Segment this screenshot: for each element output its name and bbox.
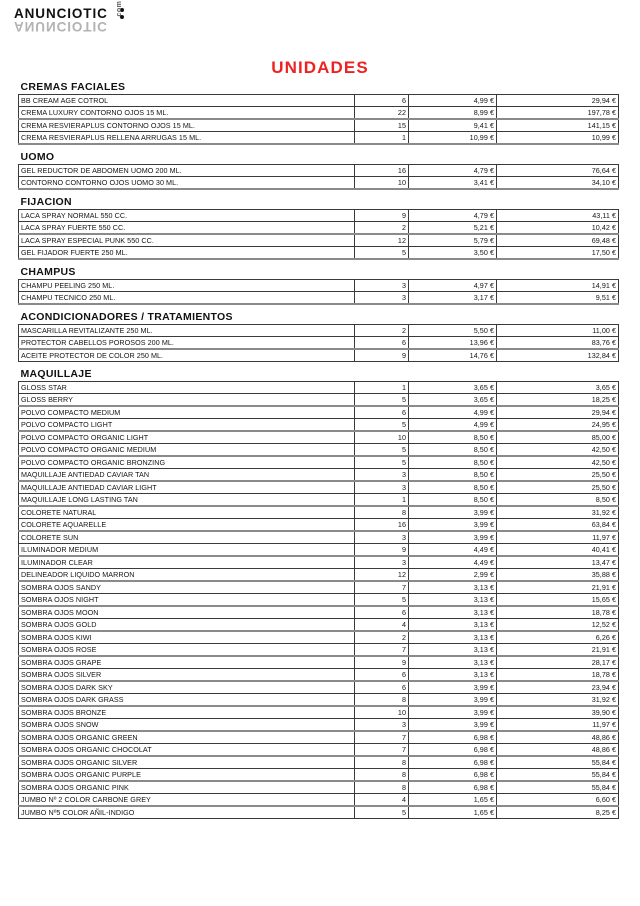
unit-price-cell: 6,98 € bbox=[409, 756, 497, 769]
product-name-cell: MAQUILLAJE ANTIEDAD CAVIAR LIGHT bbox=[19, 481, 355, 494]
product-name-cell: SOMBRA OJOS ORGANIC PINK bbox=[19, 781, 355, 794]
product-name-cell: CREMA RESVIERAPLUS CONTORNO OJOS 15 ML. bbox=[19, 119, 355, 132]
line-total-cell: 14,91 € bbox=[497, 280, 619, 292]
product-name-cell: DELINEADOR LIQUIDO MARRON bbox=[19, 569, 355, 582]
unit-price-cell: 3,99 € bbox=[409, 531, 497, 544]
units-cell: 10 bbox=[355, 431, 409, 444]
table-row bbox=[19, 519, 619, 532]
unit-price-cell: 4,99 € bbox=[409, 406, 497, 419]
line-total-cell: 63,84 € bbox=[497, 519, 619, 532]
product-name-cell: CHAMPU TECNICO 250 ML. bbox=[19, 292, 355, 305]
table-row bbox=[19, 531, 619, 544]
units-cell: 12 bbox=[355, 569, 409, 582]
table-row bbox=[19, 177, 619, 190]
unit-price-cell: 4,49 € bbox=[409, 556, 497, 569]
units-cell: 6 bbox=[355, 606, 409, 619]
table-row bbox=[19, 119, 619, 132]
unit-price-cell: 3,50 € bbox=[409, 247, 497, 260]
line-total-cell: 141,15 € bbox=[497, 119, 619, 132]
product-name-cell: SOMBRA OJOS GRAPE bbox=[19, 656, 355, 669]
product-name-cell: CREMA LUXURY CONTORNO OJOS 15 ML. bbox=[19, 107, 355, 120]
product-name-cell: SOMBRA OJOS GOLD bbox=[19, 619, 355, 632]
product-name-cell: SOMBRA OJOS ORGANIC CHOCOLAT bbox=[19, 744, 355, 757]
table-row bbox=[19, 731, 619, 744]
brand-logo-reflection: ANUNCIOTIC bbox=[14, 19, 108, 34]
unit-price-cell: 6,98 € bbox=[409, 781, 497, 794]
units-cell: 3 bbox=[355, 292, 409, 305]
table-row bbox=[19, 165, 619, 177]
line-total-cell: 12,52 € bbox=[497, 619, 619, 632]
product-name-cell: MAQUILLAJE ANTIEDAD CAVIAR TAN bbox=[19, 469, 355, 482]
table-row bbox=[19, 419, 619, 432]
line-total-cell: 11,00 € bbox=[497, 325, 619, 337]
line-total-cell: 11,97 € bbox=[497, 719, 619, 732]
section-heading: FIJACION bbox=[20, 196, 72, 208]
table-row bbox=[19, 594, 619, 607]
unit-price-cell: 3,13 € bbox=[409, 644, 497, 657]
product-name-cell: SOMBRA OJOS KIWI bbox=[19, 631, 355, 644]
unit-price-cell: 3,99 € bbox=[409, 519, 497, 532]
line-total-cell: 48,86 € bbox=[497, 731, 619, 744]
units-cell: 2 bbox=[355, 631, 409, 644]
units-cell: 8 bbox=[355, 506, 409, 519]
units-cell: 9 bbox=[355, 544, 409, 557]
line-total-cell: 55,84 € bbox=[497, 756, 619, 769]
product-name-cell: POLVO COMPACTO LIGHT bbox=[19, 419, 355, 432]
units-cell: 8 bbox=[355, 694, 409, 707]
line-total-cell: 34,10 € bbox=[497, 177, 619, 190]
line-total-cell: 21,91 € bbox=[497, 644, 619, 657]
units-cell: 9 bbox=[355, 349, 409, 362]
unit-price-cell: 4,79 € bbox=[409, 210, 497, 222]
product-name-cell: CONTORNO CONTORNO OJOS UOMO 30 ML. bbox=[19, 177, 355, 190]
table-row bbox=[19, 280, 619, 292]
line-total-cell: 8,25 € bbox=[497, 806, 619, 819]
table-row bbox=[19, 406, 619, 419]
table-row bbox=[19, 382, 619, 394]
line-total-cell: 23,94 € bbox=[497, 681, 619, 694]
table-row bbox=[19, 444, 619, 457]
units-cell: 5 bbox=[355, 806, 409, 819]
table-row bbox=[19, 619, 619, 632]
table-row bbox=[19, 669, 619, 682]
product-name-cell: MASCARILLA REVITALIZANTE 250 ML. bbox=[19, 325, 355, 337]
section-heading: CREMAS FACIALES bbox=[20, 81, 126, 93]
table-row bbox=[19, 631, 619, 644]
line-total-cell: 8,50 € bbox=[497, 494, 619, 507]
unit-price-cell: 2,99 € bbox=[409, 569, 497, 582]
units-cell: 7 bbox=[355, 744, 409, 757]
product-name-cell: POLVO COMPACTO ORGANIC MEDIUM bbox=[19, 444, 355, 457]
units-cell: 16 bbox=[355, 165, 409, 177]
table-row bbox=[19, 325, 619, 337]
product-name-cell: JUMBO Nº5 COLOR AÑIL-INDIGO bbox=[19, 806, 355, 819]
table-row bbox=[19, 394, 619, 407]
unit-price-cell: 9,41 € bbox=[409, 119, 497, 132]
line-total-cell: 18,25 € bbox=[497, 394, 619, 407]
line-total-cell: 132,84 € bbox=[497, 349, 619, 362]
unit-price-cell: 8,50 € bbox=[409, 481, 497, 494]
units-cell: 1 bbox=[355, 494, 409, 507]
units-cell: 15 bbox=[355, 119, 409, 132]
line-total-cell: 11,97 € bbox=[497, 531, 619, 544]
unit-price-cell: 3,13 € bbox=[409, 606, 497, 619]
units-cell: 5 bbox=[355, 247, 409, 260]
table-row bbox=[19, 794, 619, 807]
line-total-cell: 25,50 € bbox=[497, 469, 619, 482]
units-cell: 9 bbox=[355, 210, 409, 222]
table-row bbox=[19, 132, 619, 145]
line-total-cell: 35,88 € bbox=[497, 569, 619, 582]
units-cell: 6 bbox=[355, 681, 409, 694]
unit-price-cell: 3,17 € bbox=[409, 292, 497, 305]
product-name-cell: POLVO COMPACTO ORGANIC LIGHT bbox=[19, 431, 355, 444]
product-name-cell: SOMBRA OJOS NIGHT bbox=[19, 594, 355, 607]
units-cell: 3 bbox=[355, 481, 409, 494]
units-cell: 22 bbox=[355, 107, 409, 120]
line-total-cell: 43,11 € bbox=[497, 210, 619, 222]
product-name-cell: LACA SPRAY ESPECIAL PUNK 550 CC. bbox=[19, 234, 355, 247]
line-total-cell: 3,65 € bbox=[497, 382, 619, 394]
line-total-cell: 83,76 € bbox=[497, 337, 619, 350]
units-cell: 8 bbox=[355, 781, 409, 794]
unit-price-cell: 3,13 € bbox=[409, 619, 497, 632]
unit-price-cell: 8,50 € bbox=[409, 469, 497, 482]
section-heading-row bbox=[19, 263, 619, 280]
unit-price-cell: 6,98 € bbox=[409, 731, 497, 744]
units-cell: 4 bbox=[355, 794, 409, 807]
table-row bbox=[19, 569, 619, 582]
units-cell: 3 bbox=[355, 719, 409, 732]
units-cell: 2 bbox=[355, 325, 409, 337]
product-name-cell: ILUMINADOR MEDIUM bbox=[19, 544, 355, 557]
line-total-cell: 29,94 € bbox=[497, 95, 619, 107]
unit-price-cell: 4,99 € bbox=[409, 95, 497, 107]
unit-price-cell: 3,99 € bbox=[409, 506, 497, 519]
line-total-cell: 76,64 € bbox=[497, 165, 619, 177]
page-title: UNIDADES bbox=[271, 58, 369, 77]
unit-price-cell: 14,76 € bbox=[409, 349, 497, 362]
units-cell: 6 bbox=[355, 669, 409, 682]
table-row bbox=[19, 481, 619, 494]
line-total-cell: 55,84 € bbox=[497, 769, 619, 782]
line-total-cell: 18,78 € bbox=[497, 669, 619, 682]
unit-price-cell: 1,65 € bbox=[409, 806, 497, 819]
product-name-cell: ACEITE PROTECTOR DE COLOR 250 ML. bbox=[19, 349, 355, 362]
table-row bbox=[19, 581, 619, 594]
table-row bbox=[19, 544, 619, 557]
units-cell: 6 bbox=[355, 406, 409, 419]
line-total-cell: 17,50 € bbox=[497, 247, 619, 260]
line-total-cell: 39,90 € bbox=[497, 706, 619, 719]
unit-price-cell: 3,13 € bbox=[409, 631, 497, 644]
line-total-cell: 31,92 € bbox=[497, 694, 619, 707]
product-name-cell: COLORETE NATURAL bbox=[19, 506, 355, 519]
units-cell: 10 bbox=[355, 706, 409, 719]
table-row bbox=[19, 656, 619, 669]
units-cell: 12 bbox=[355, 234, 409, 247]
unit-price-cell: 3,99 € bbox=[409, 694, 497, 707]
line-total-cell: 197,78 € bbox=[497, 107, 619, 120]
price-table bbox=[18, 78, 619, 819]
line-total-cell: 25,50 € bbox=[497, 481, 619, 494]
unit-price-cell: 4,99 € bbox=[409, 419, 497, 432]
unit-price-cell: 4,97 € bbox=[409, 280, 497, 292]
product-name-cell: POLVO COMPACTO MEDIUM bbox=[19, 406, 355, 419]
units-cell: 9 bbox=[355, 656, 409, 669]
product-name-cell: SOMBRA OJOS MOON bbox=[19, 606, 355, 619]
section-heading: CHAMPUS bbox=[20, 266, 76, 278]
table-row bbox=[19, 681, 619, 694]
table-row bbox=[19, 222, 619, 235]
table-row bbox=[19, 234, 619, 247]
table-row bbox=[19, 107, 619, 120]
unit-price-cell: 3,13 € bbox=[409, 581, 497, 594]
line-total-cell: 55,84 € bbox=[497, 781, 619, 794]
unit-price-cell: 3,99 € bbox=[409, 681, 497, 694]
product-name-cell: PROTECTOR CABELLOS POROSOS 200 ML. bbox=[19, 337, 355, 350]
unit-price-cell: 5,79 € bbox=[409, 234, 497, 247]
table-row bbox=[19, 292, 619, 305]
table-row bbox=[19, 95, 619, 107]
line-total-cell: 6,60 € bbox=[497, 794, 619, 807]
line-total-cell: 29,94 € bbox=[497, 406, 619, 419]
units-cell: 2 bbox=[355, 222, 409, 235]
units-cell: 7 bbox=[355, 581, 409, 594]
units-cell: 4 bbox=[355, 619, 409, 632]
product-name-cell: SOMBRA OJOS ORGANIC SILVER bbox=[19, 756, 355, 769]
table-row bbox=[19, 556, 619, 569]
table-row bbox=[19, 769, 619, 782]
line-total-cell: 13,47 € bbox=[497, 556, 619, 569]
line-total-cell: 15,65 € bbox=[497, 594, 619, 607]
table-row bbox=[19, 719, 619, 732]
table-row bbox=[19, 210, 619, 222]
unit-price-cell: 3,99 € bbox=[409, 719, 497, 732]
unit-price-cell: 3,65 € bbox=[409, 394, 497, 407]
product-name-cell: JUMBO Nº 2 COLOR CARBONE GREY bbox=[19, 794, 355, 807]
product-name-cell: GLOSS BERRY bbox=[19, 394, 355, 407]
units-cell: 5 bbox=[355, 444, 409, 457]
table-row bbox=[19, 756, 619, 769]
table-row bbox=[19, 506, 619, 519]
table-row bbox=[19, 744, 619, 757]
unit-price-cell: 13,96 € bbox=[409, 337, 497, 350]
brand-logo-text: ANUNCIOTIC bbox=[14, 6, 108, 21]
brand-logo-suffix: .com bbox=[116, 0, 123, 19]
units-cell: 1 bbox=[355, 132, 409, 145]
units-cell: 10 bbox=[355, 177, 409, 190]
section-heading-row bbox=[19, 308, 619, 325]
units-cell: 3 bbox=[355, 280, 409, 292]
product-name-cell: CREMA RESVIERAPLUS RELLENA ARRUGAS 15 ML. bbox=[19, 132, 355, 145]
unit-price-cell: 3,99 € bbox=[409, 706, 497, 719]
product-name-cell: LACA SPRAY FUERTE 550 CC. bbox=[19, 222, 355, 235]
unit-price-cell: 8,50 € bbox=[409, 494, 497, 507]
product-name-cell: ILUMINADOR CLEAR bbox=[19, 556, 355, 569]
table-row bbox=[19, 781, 619, 794]
units-cell: 3 bbox=[355, 531, 409, 544]
line-total-cell: 18,78 € bbox=[497, 606, 619, 619]
product-name-cell: COLORETE SUN bbox=[19, 531, 355, 544]
product-name-cell: SOMBRA OJOS DARK SKY bbox=[19, 681, 355, 694]
product-name-cell: GLOSS STAR bbox=[19, 382, 355, 394]
table-row bbox=[19, 644, 619, 657]
line-total-cell: 85,00 € bbox=[497, 431, 619, 444]
section-heading-row bbox=[19, 148, 619, 165]
table-row bbox=[19, 337, 619, 350]
units-cell: 5 bbox=[355, 394, 409, 407]
product-name-cell: SOMBRA OJOS SILVER bbox=[19, 669, 355, 682]
table-row bbox=[19, 349, 619, 362]
unit-price-cell: 8,99 € bbox=[409, 107, 497, 120]
units-cell: 8 bbox=[355, 756, 409, 769]
units-cell: 7 bbox=[355, 644, 409, 657]
section-heading: ACONDICIONADORES / TRATAMIENTOS bbox=[20, 311, 233, 323]
product-name-cell: SOMBRA OJOS SANDY bbox=[19, 581, 355, 594]
line-total-cell: 42,50 € bbox=[497, 456, 619, 469]
units-cell: 1 bbox=[355, 382, 409, 394]
product-name-cell: SOMBRA OJOS ROSE bbox=[19, 644, 355, 657]
product-name-cell: MAQUILLAJE LONG LASTING TAN bbox=[19, 494, 355, 507]
product-name-cell: SOMBRA OJOS DARK GRASS bbox=[19, 694, 355, 707]
unit-price-cell: 3,13 € bbox=[409, 594, 497, 607]
product-name-cell: LACA SPRAY NORMAL 550 CC. bbox=[19, 210, 355, 222]
units-cell: 3 bbox=[355, 469, 409, 482]
table-row bbox=[19, 494, 619, 507]
table-row bbox=[19, 431, 619, 444]
unit-price-cell: 1,65 € bbox=[409, 794, 497, 807]
unit-price-cell: 3,65 € bbox=[409, 382, 497, 394]
table-row bbox=[19, 706, 619, 719]
unit-price-cell: 8,50 € bbox=[409, 431, 497, 444]
line-total-cell: 9,51 € bbox=[497, 292, 619, 305]
unit-price-cell: 3,13 € bbox=[409, 656, 497, 669]
section-heading: MAQUILLAJE bbox=[20, 368, 92, 380]
product-name-cell: SOMBRA OJOS BRONZE bbox=[19, 706, 355, 719]
unit-price-cell: 3,13 € bbox=[409, 669, 497, 682]
line-total-cell: 31,92 € bbox=[497, 506, 619, 519]
line-total-cell: 28,17 € bbox=[497, 656, 619, 669]
product-name-cell: SOMBRA OJOS SNOW bbox=[19, 719, 355, 732]
units-cell: 16 bbox=[355, 519, 409, 532]
price-table-body bbox=[19, 78, 619, 819]
units-cell: 5 bbox=[355, 456, 409, 469]
unit-price-cell: 4,79 € bbox=[409, 165, 497, 177]
unit-price-cell: 6,98 € bbox=[409, 769, 497, 782]
table-row bbox=[19, 806, 619, 819]
line-total-cell: 48,86 € bbox=[497, 744, 619, 757]
table-row bbox=[19, 247, 619, 260]
section-heading-row bbox=[19, 365, 619, 382]
unit-price-cell: 5,50 € bbox=[409, 325, 497, 337]
table-row bbox=[19, 606, 619, 619]
line-total-cell: 10,42 € bbox=[497, 222, 619, 235]
line-total-cell: 10,99 € bbox=[497, 132, 619, 145]
section-heading-row bbox=[19, 78, 619, 95]
line-total-cell: 40,41 € bbox=[497, 544, 619, 557]
units-cell: 7 bbox=[355, 731, 409, 744]
line-total-cell: 42,50 € bbox=[497, 444, 619, 457]
table-row bbox=[19, 694, 619, 707]
units-cell: 6 bbox=[355, 337, 409, 350]
line-total-cell: 6,26 € bbox=[497, 631, 619, 644]
table-row bbox=[19, 456, 619, 469]
line-total-cell: 24,95 € bbox=[497, 419, 619, 432]
product-name-cell: GEL FIJADOR FUERTE 250 ML. bbox=[19, 247, 355, 260]
units-cell: 5 bbox=[355, 594, 409, 607]
unit-price-cell: 10,99 € bbox=[409, 132, 497, 145]
unit-price-cell: 6,98 € bbox=[409, 744, 497, 757]
brand-logo bbox=[14, 0, 144, 37]
line-total-cell: 21,91 € bbox=[497, 581, 619, 594]
product-name-cell: POLVO COMPACTO ORGANIC BRONZING bbox=[19, 456, 355, 469]
product-name-cell: SOMBRA OJOS ORGANIC PURPLE bbox=[19, 769, 355, 782]
units-cell: 3 bbox=[355, 556, 409, 569]
unit-price-cell: 8,50 € bbox=[409, 456, 497, 469]
units-cell: 6 bbox=[355, 95, 409, 107]
unit-price-cell: 4,49 € bbox=[409, 544, 497, 557]
product-name-cell: SOMBRA OJOS ORGANIC GREEN bbox=[19, 731, 355, 744]
unit-price-cell: 3,41 € bbox=[409, 177, 497, 190]
units-cell: 5 bbox=[355, 419, 409, 432]
product-name-cell: GEL REDUCTOR DE ABDOMEN UOMO 200 ML. bbox=[19, 165, 355, 177]
product-name-cell: COLORETE AQUARELLE bbox=[19, 519, 355, 532]
table-row bbox=[19, 469, 619, 482]
price-list-sheet bbox=[18, 78, 618, 819]
product-name-cell: CHAMPU PEELING 250 ML. bbox=[19, 280, 355, 292]
product-name-cell: BB CREAM AGE COTROL bbox=[19, 95, 355, 107]
line-total-cell: 69,48 € bbox=[497, 234, 619, 247]
unit-price-cell: 8,50 € bbox=[409, 444, 497, 457]
units-cell: 8 bbox=[355, 769, 409, 782]
section-heading: UOMO bbox=[20, 151, 55, 163]
section-heading-row bbox=[19, 193, 619, 210]
unit-price-cell: 5,21 € bbox=[409, 222, 497, 235]
